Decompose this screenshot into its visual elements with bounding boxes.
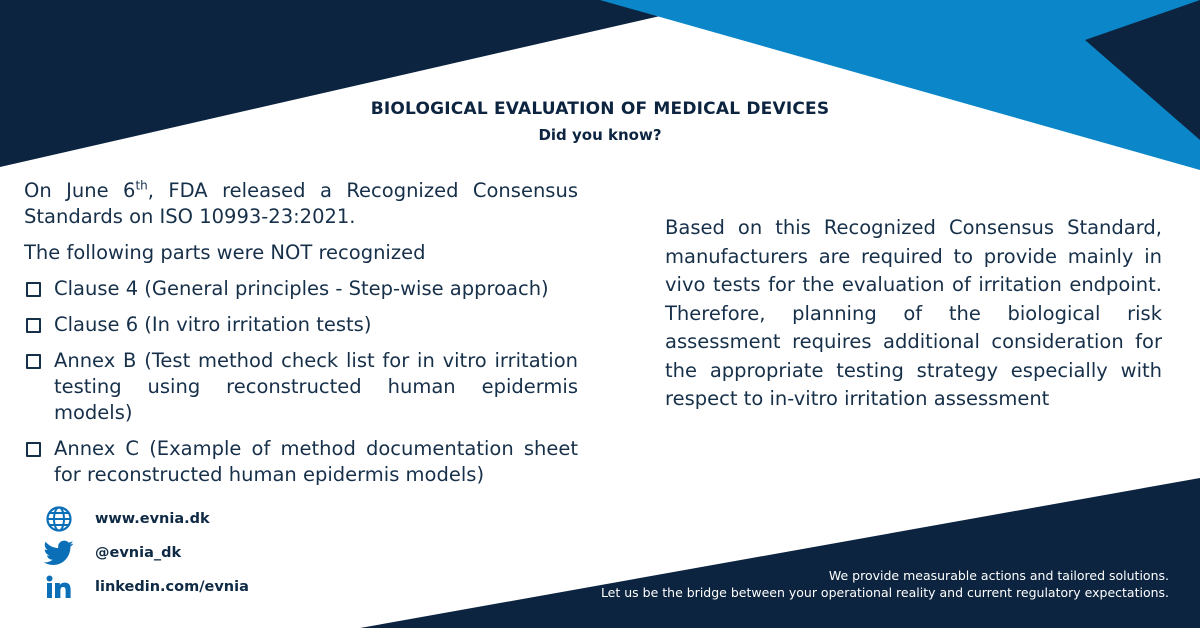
page-title: BIOLOGICAL EVALUATION OF MEDICAL DEVICES [370,99,830,119]
page-subtitle: Did you know? [538,126,662,144]
tagline-line-1: We provide measurable actions and tailored solutions. [828,568,1169,583]
checkbox-icon [26,318,41,333]
checklist-item [24,312,578,338]
checkbox-icon [26,282,41,297]
checklist-item-text: Clause 6 (In vitro irritation tests) [54,313,372,336]
top-blue-shape [600,0,1200,170]
left-column [24,178,578,498]
contact-linkedin-label: linkedin.com/evnia [95,579,249,595]
checklist-item-text: Clause 4 (General principles - Step-wise approach) [54,277,549,300]
bottom-navy-shape [360,478,1200,628]
checklist-item [24,436,578,488]
intro-paragraph [24,178,578,230]
twitter-icon [44,538,74,568]
tagline-line-2: Let us be the bridge between your operational reality and current regulatory expectations. [600,585,1169,600]
contact-website[interactable] [44,502,344,536]
checklist-item [24,276,578,302]
checkbox-icon [26,354,41,369]
linkedin-icon [44,572,74,602]
intro-prefix: On June 6 [24,179,136,202]
contact-website-label: www.evnia.dk [95,511,210,527]
checklist-item-text: Annex B (Test method check list for in vitro irritation testing using reconstructed human epidermis models) [54,349,578,424]
checklist-item [24,348,578,426]
globe-icon [44,504,74,534]
lead-paragraph: The following parts were NOT recognized [24,241,426,264]
checklist [24,276,578,488]
right-paragraph: Based on this Recognized Consensus Standard, manufacturers are required to provide mainly in vivo tests for the evaluation of irritation endpoint. Therefore, planning of the biological risk assessment requires additional consideration for the appropriate testing strategy especially with respect to in-vitro irritation assessment [665,216,1162,410]
intro-superscript: th [135,178,148,193]
checklist-item-text: Annex C (Example of method documentation sheet for reconstructed human epidermis models) [54,437,578,486]
contact-linkedin[interactable] [44,570,344,604]
intro-rest: , FDA released a Recognized Consensus Standards on ISO 10993-23:2021. [24,179,578,228]
checkbox-icon [26,442,41,457]
tagline [601,567,1169,601]
contact-list [44,502,344,604]
right-column [665,214,1162,414]
contact-twitter-label: @evnia_dk [95,545,182,561]
contact-twitter[interactable] [44,536,344,570]
